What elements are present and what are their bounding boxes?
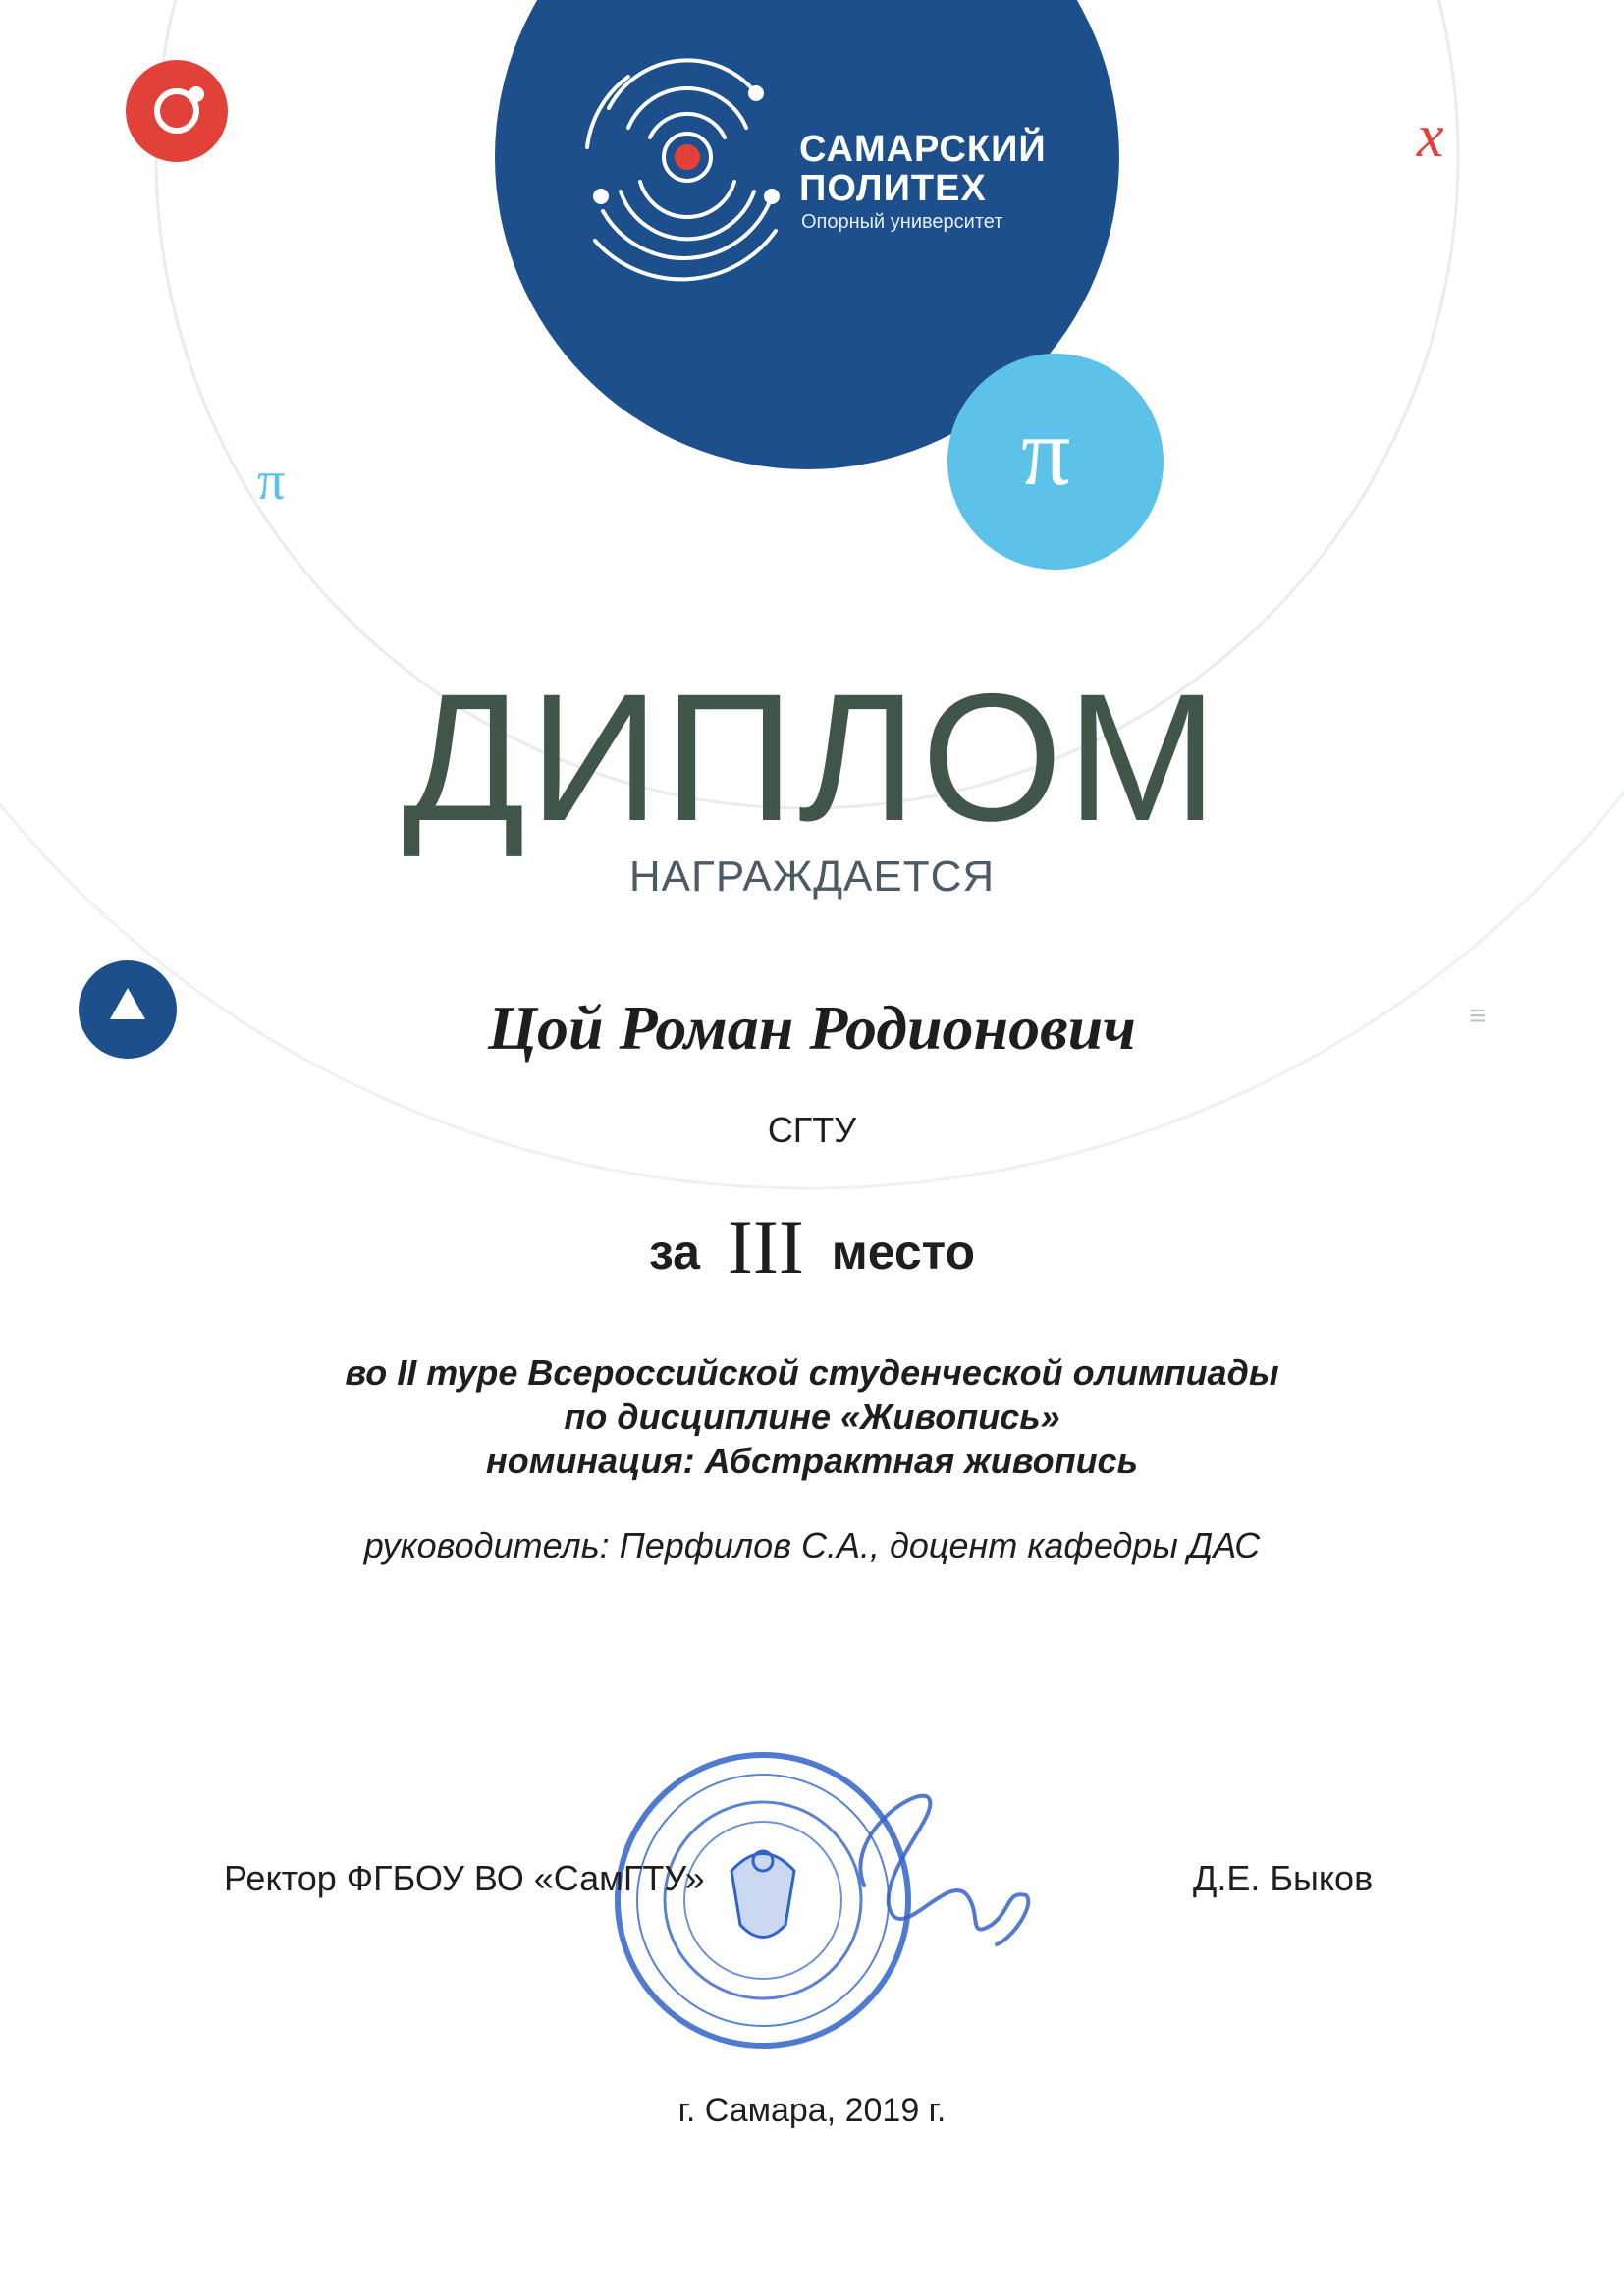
recipient-name: Цой Роман Родионович <box>488 993 1136 1063</box>
diploma-title: ДИПЛОМ <box>402 657 1222 859</box>
place-number: III <box>727 1204 804 1289</box>
atom-core-icon <box>675 144 700 170</box>
supervisor-line: руководитель: Перфилов С.А., доцент кафедры ДАС <box>363 1525 1261 1565</box>
x-variable-icon: x <box>1417 103 1444 170</box>
contest-description <box>0 1350 1624 1483</box>
place-prefix: за <box>648 1225 700 1280</box>
pi-small-icon: π <box>257 451 286 512</box>
place-statement <box>0 1203 1624 1291</box>
red-circle-badge <box>126 60 228 162</box>
pi-large-icon: π <box>1021 397 1071 506</box>
brand-name-line2: ПОЛИТЕХ <box>799 168 987 209</box>
contest-line-1: во II туре Всероссийской студенческой олимпиады <box>345 1352 1279 1393</box>
rector-name: Д.Е. Быков <box>1193 1858 1374 1898</box>
place-suffix: место <box>831 1225 976 1280</box>
city-year: г. Самара, 2019 г. <box>677 2092 947 2129</box>
equivalence-icon: ≡ <box>1469 1000 1487 1032</box>
brand-name-line1: САМАРСКИЙ <box>799 129 1047 170</box>
awarded-label: НАГРАЖДАЕТСЯ <box>628 852 996 901</box>
brand-subtitle: Опорный университет <box>801 211 1003 233</box>
official-seal-stamp <box>618 1755 908 2046</box>
contest-line-2: по дисциплине «Живопись» <box>564 1396 1060 1437</box>
contest-line-3: номинация: Абстрактная живопись <box>486 1441 1138 1481</box>
rector-title: Ректор ФГБОУ ВО «СамГТУ» <box>224 1858 705 1898</box>
brand-name <box>799 130 1047 208</box>
recipient-organization: СГТУ <box>767 1110 857 1150</box>
